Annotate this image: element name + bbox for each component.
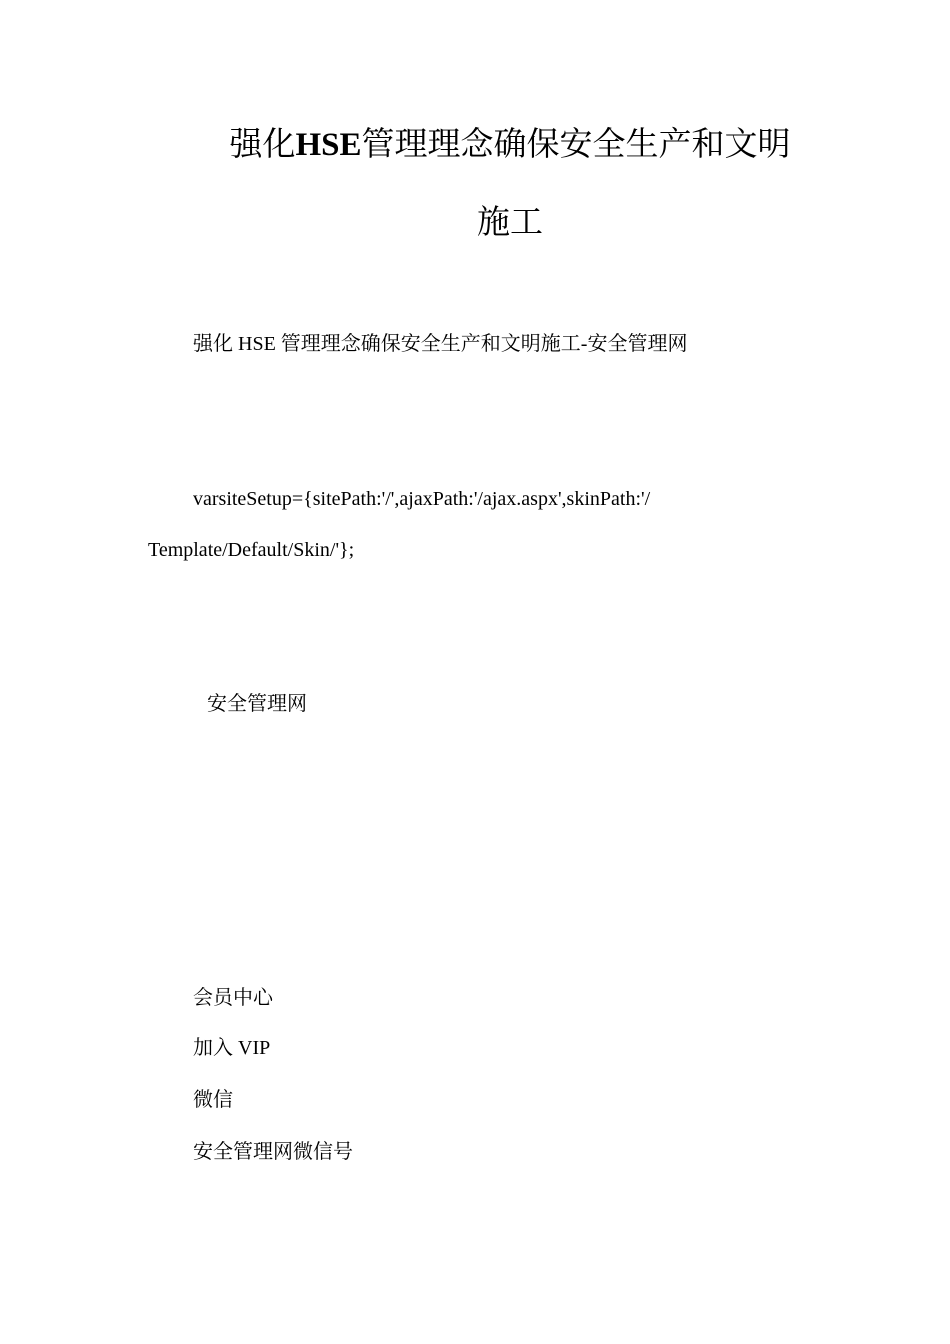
page-title-paragraph: 强化 HSE 管理理念确保安全生产和文明施工-安全管理网: [193, 333, 688, 355]
wechat-link[interactable]: 微信: [193, 1087, 233, 1111]
script-text-line-1: varsiteSetup={sitePath:'/',ajaxPath:'/ajax.aspx',skinPath:'/: [193, 488, 651, 510]
site-name-text: 安全管理网: [207, 691, 307, 715]
document-title-line-2: 施工: [477, 202, 543, 241]
join-vip-link[interactable]: 加入 VIP: [193, 1037, 271, 1059]
document-title-line-1: [150, 124, 870, 165]
wechat-account-link[interactable]: 安全管理网微信号: [193, 1139, 353, 1163]
member-center-link[interactable]: 会员中心: [193, 985, 273, 1009]
title-suffix: 管理理念确保安全生产和文明: [361, 124, 791, 163]
title-hse: HSE: [295, 127, 362, 163]
script-text-line-2: Template/Default/Skin/'};: [148, 539, 355, 561]
title-prefix: 强化: [229, 124, 296, 163]
